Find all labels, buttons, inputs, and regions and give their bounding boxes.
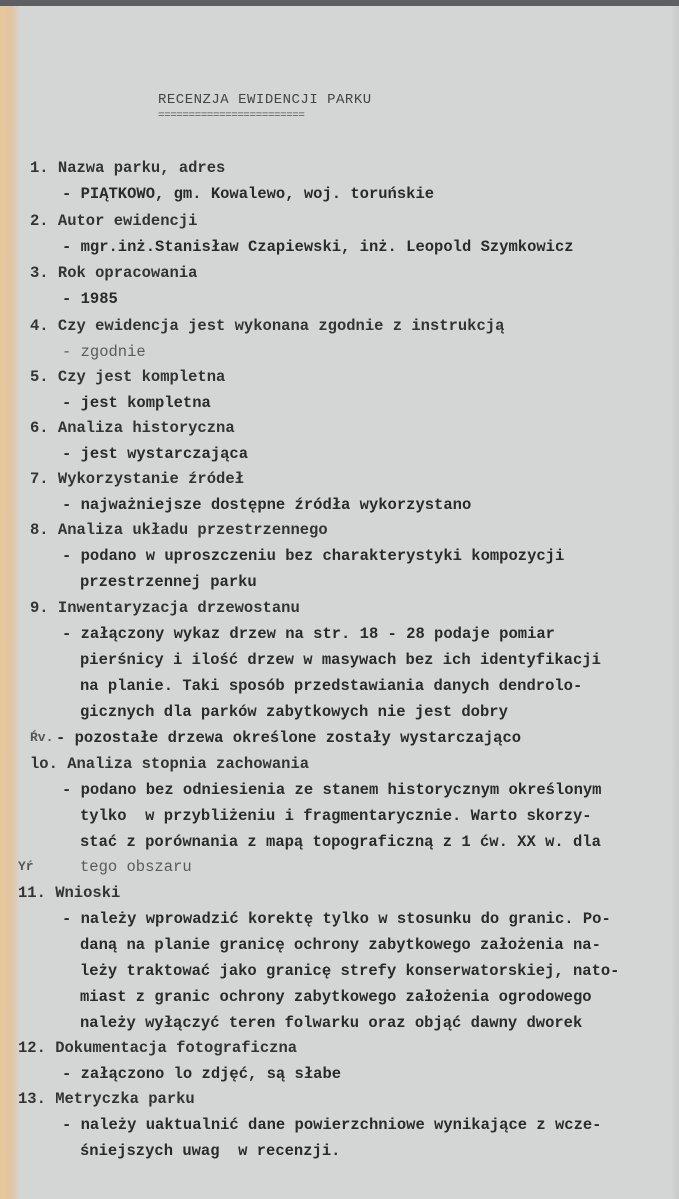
item-10-answer-line-1: - podano bez odniesienia ze stanem historycznym określonym	[62, 781, 602, 799]
item-9-answer-line-3: na planie. Taki sposób przedstawiania danych dendrolo-	[80, 677, 583, 695]
item-6-heading: 6. Analiza historyczna	[30, 419, 235, 437]
document-page	[0, 6, 679, 1199]
item-6-answer: - jest wystarczająca	[62, 445, 249, 463]
item-10-answer-line-3: stać z porównania z mapą topograficzną z 1 ćw. XX w. dla	[80, 833, 601, 851]
item-7-answer: - najważniejsze dostępne źródła wykorzystano	[62, 496, 472, 514]
item-8-answer-line-2: przestrzennej parku	[80, 573, 257, 591]
item-11-answer-line-3: leży traktować jako granicę strefy konserwatorskiej, nato-	[80, 962, 620, 980]
item-9-heading: 9. Inwentaryzacja drzewostanu	[30, 599, 300, 617]
item-8-heading: 8. Analiza układu przestrzennego	[30, 521, 328, 539]
item-1-heading: 1. Nazwa parku, adres	[30, 159, 226, 177]
item-5-heading: 5. Czy jest kompletna	[30, 368, 226, 386]
item-13-answer-line-1: - należy uaktualnić dane powierzchniowe wynikające z wcze-	[62, 1116, 602, 1134]
item-11-heading: 11. Wnioski	[18, 884, 121, 902]
title-underline: ========================	[158, 110, 305, 122]
item-12-answer: - załączono lo zdjęć, są słabe	[62, 1065, 342, 1083]
item-10-answer-line-2: tylko w przybliżeniu i fragmentarycznie. Warto skorzy-	[80, 807, 592, 825]
item-3-heading: 3. Rok opracowania	[30, 264, 198, 282]
item-3-answer: - 1985	[62, 290, 118, 308]
item-11-answer-line-4: miast z granic ochrony zabytkowego założenia ogrodowego	[80, 988, 592, 1006]
item-12-heading: 12. Dokumentacja fotograficzna	[18, 1039, 298, 1057]
item-9-answer-line-2: pierśnicy i ilość drzew w masywach bez ich identyfikacji	[80, 651, 601, 669]
typewritten-sheet	[0, 6, 679, 1199]
margin-note-2: Yŕ	[18, 859, 34, 874]
item-11-answer-line-5: należy wyłączyć teren folwarku oraz objąć dawny dworek	[80, 1014, 583, 1032]
item-13-heading: 13. Metryczka parku	[18, 1090, 195, 1108]
margin-note-1: Ŕv.	[30, 730, 54, 745]
item-2-heading: 2. Autor ewidencji	[30, 212, 198, 230]
item-13-answer-line-2: śniejszych uwag w recenzji.	[80, 1142, 341, 1160]
item-11-answer-line-1: - należy wprowadzić korektę tylko w stosunku do granic. Po-	[62, 910, 611, 928]
item-9-answer-line-1: - załączony wykaz drzew na str. 18 - 28 podaje pomiar	[62, 625, 555, 643]
document-title: RECENZJA EWIDENCJI PARKU	[158, 92, 372, 108]
item-10-heading: lo. Analiza stopnia zachowania	[30, 755, 310, 773]
item-4-heading: 4. Czy ewidencja jest wykonana zgodnie z instrukcją	[30, 317, 505, 335]
item-11-answer-line-2: daną na planie granicę ochrony zabytkowego założenia na-	[80, 936, 601, 954]
item-9-answer-line-4: gicznych dla parków zabytkowych nie jest dobry	[80, 703, 508, 721]
item-1-answer: - PIĄTKOWO, gm. Kowalewo, woj. toruńskie	[62, 185, 435, 203]
item-5-answer: - jest kompletna	[62, 394, 211, 412]
item-4-answer: - zgodnie	[62, 343, 146, 361]
item-9-answer-line-5: - pozostałe drzewa określone zostały wystarczająco	[56, 729, 522, 747]
item-10-answer-line-4: tego obszaru	[80, 858, 192, 876]
item-7-heading: 7. Wykorzystanie źródeł	[30, 470, 244, 488]
item-8-answer-line-1: - podano w uproszczeniu bez charakterystyki kompozycji	[62, 547, 565, 565]
item-2-answer: - mgr.inż.Stanisław Czapiewski, inż. Leopold Szymkowicz	[62, 238, 574, 256]
